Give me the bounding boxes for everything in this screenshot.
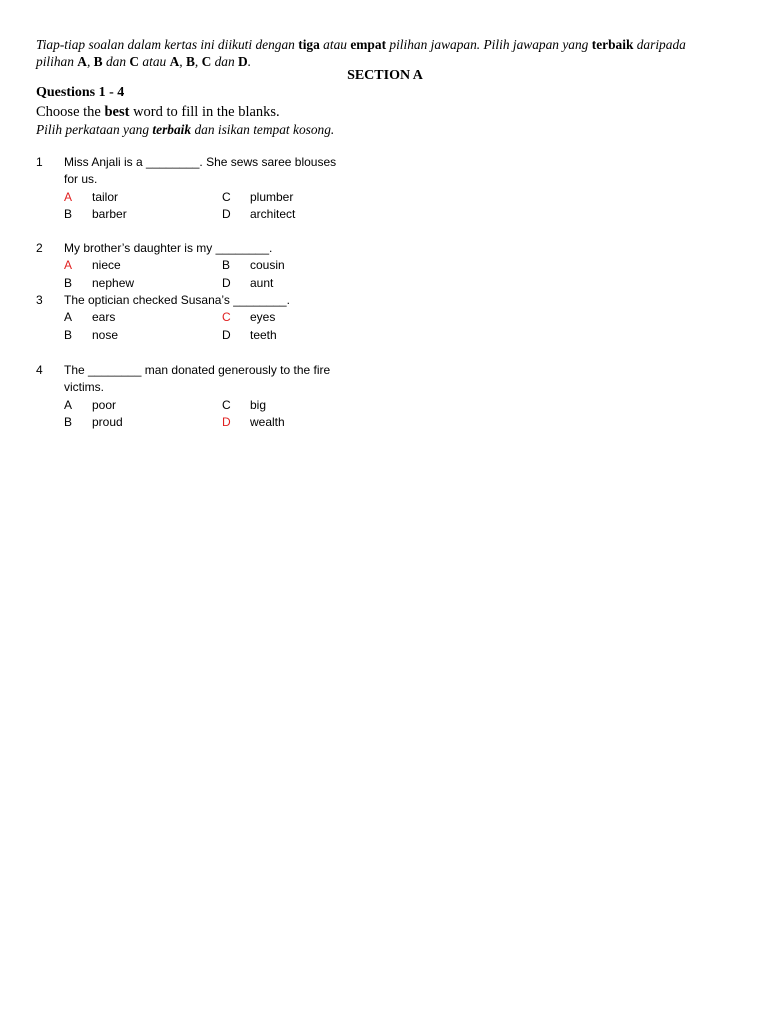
- options-row: [36, 397, 416, 414]
- option-text: proud: [92, 414, 123, 429]
- intro-text: ,: [86, 54, 94, 69]
- option-letter: A: [64, 310, 73, 325]
- question-number: 3: [36, 293, 43, 307]
- question-stem-line: [36, 292, 416, 309]
- question-stem-line: [36, 154, 416, 171]
- option-text: nephew: [92, 275, 135, 290]
- intro-text: pilihan jawapan. Pilih jawapan yang: [386, 37, 592, 52]
- intro-bold: C: [201, 54, 212, 69]
- intro-text: dan: [102, 54, 130, 69]
- options-row: [36, 327, 416, 344]
- option-letter: A: [64, 189, 73, 204]
- option-letter: D: [222, 414, 231, 429]
- intro-bold: tiga: [298, 37, 320, 52]
- option-letter: B: [64, 275, 73, 290]
- intro-text: daripada: [633, 37, 686, 52]
- option-letter: D: [222, 275, 231, 290]
- instruction-text: Choose the: [36, 104, 105, 120]
- option-letter: D: [222, 206, 231, 221]
- option-letter: A: [64, 397, 73, 412]
- question-stem: The ________ man donated generously to the fire: [64, 363, 331, 377]
- instructions-malay: [36, 36, 756, 70]
- options-row: [36, 206, 416, 223]
- question-stem: for us.: [64, 172, 98, 187]
- instructions-line-1: [36, 36, 756, 53]
- options-row: [36, 257, 416, 274]
- options-row: [36, 309, 416, 326]
- intro-text: atau: [319, 37, 351, 52]
- option-letter: D: [222, 327, 231, 342]
- intro-bold: C: [129, 54, 140, 69]
- question-number: 2: [36, 241, 43, 255]
- instruction-text: dan isikan tempat kosong.: [191, 122, 335, 137]
- option-letter: B: [64, 414, 73, 429]
- option-text: wealth: [250, 414, 285, 429]
- intro-bold: D: [238, 54, 248, 69]
- question-3: [36, 292, 416, 344]
- option-letter: B: [64, 327, 73, 342]
- intro-bold: A: [77, 54, 87, 69]
- option-text: big: [250, 397, 267, 412]
- option-letter: B: [64, 206, 73, 221]
- option-text: architect: [250, 206, 296, 221]
- intro-text: ,: [179, 54, 186, 69]
- question-number: 1: [36, 155, 43, 169]
- options-row: [36, 414, 416, 431]
- question-stem-line: [36, 240, 416, 257]
- question-stem: My brother’s daughter is my ________.: [64, 241, 273, 255]
- option-text: tailor: [92, 189, 119, 204]
- instruction-malay: [36, 122, 334, 138]
- instruction-bold: terbaik: [152, 122, 192, 137]
- question-stem-line: [36, 379, 416, 396]
- option-text: plumber: [250, 189, 294, 204]
- option-letter: C: [222, 397, 231, 412]
- question-stem: The optician checked Susana’s ________.: [64, 293, 290, 307]
- intro-bold: terbaik: [591, 37, 634, 52]
- intro-text: dan: [211, 54, 239, 69]
- question-2: [36, 240, 416, 292]
- option-text: teeth: [250, 327, 277, 342]
- question-4: [36, 362, 416, 431]
- question-1: [36, 154, 416, 223]
- option-text: eyes: [250, 310, 276, 325]
- questions-heading: Questions 1 - 4: [36, 85, 125, 100]
- option-text: aunt: [250, 275, 274, 290]
- question-stem-line: [36, 362, 416, 379]
- question-stem-line: [36, 171, 416, 188]
- intro-bold: empat: [350, 37, 387, 52]
- option-letter: B: [222, 258, 231, 273]
- option-text: barber: [92, 206, 127, 221]
- question-stem: victims.: [64, 380, 104, 395]
- instruction-text: word to fill in the blanks.: [129, 104, 280, 120]
- section-title: SECTION A: [347, 68, 423, 83]
- intro-bold: B: [93, 54, 103, 69]
- option-letter: C: [222, 310, 231, 325]
- intro-bold: B: [185, 54, 195, 69]
- option-text: niece: [92, 258, 121, 273]
- instruction-english: [36, 104, 280, 121]
- intro-bold: A: [169, 54, 180, 69]
- option-text: nose: [92, 327, 119, 342]
- option-text: poor: [92, 397, 117, 412]
- intro-text: ,: [194, 54, 202, 69]
- intro-text: atau: [139, 54, 170, 69]
- option-letter: A: [64, 258, 73, 273]
- question-number: 4: [36, 363, 43, 377]
- intro-text: pilihan: [36, 54, 78, 69]
- option-letter: C: [222, 189, 231, 204]
- option-text: ears: [92, 310, 116, 325]
- options-row: [36, 189, 416, 206]
- instruction-bold: best: [104, 104, 130, 120]
- intro-text: Tiap-tiap soalan dalam kertas ini diikuti dengan: [36, 37, 299, 52]
- options-row: [36, 275, 416, 292]
- question-stem: Miss Anjali is a ________. She sews saree blouses: [64, 155, 337, 169]
- intro-text: .: [247, 54, 252, 69]
- option-text: cousin: [250, 258, 285, 273]
- instruction-text: Pilih perkataan yang: [36, 122, 153, 137]
